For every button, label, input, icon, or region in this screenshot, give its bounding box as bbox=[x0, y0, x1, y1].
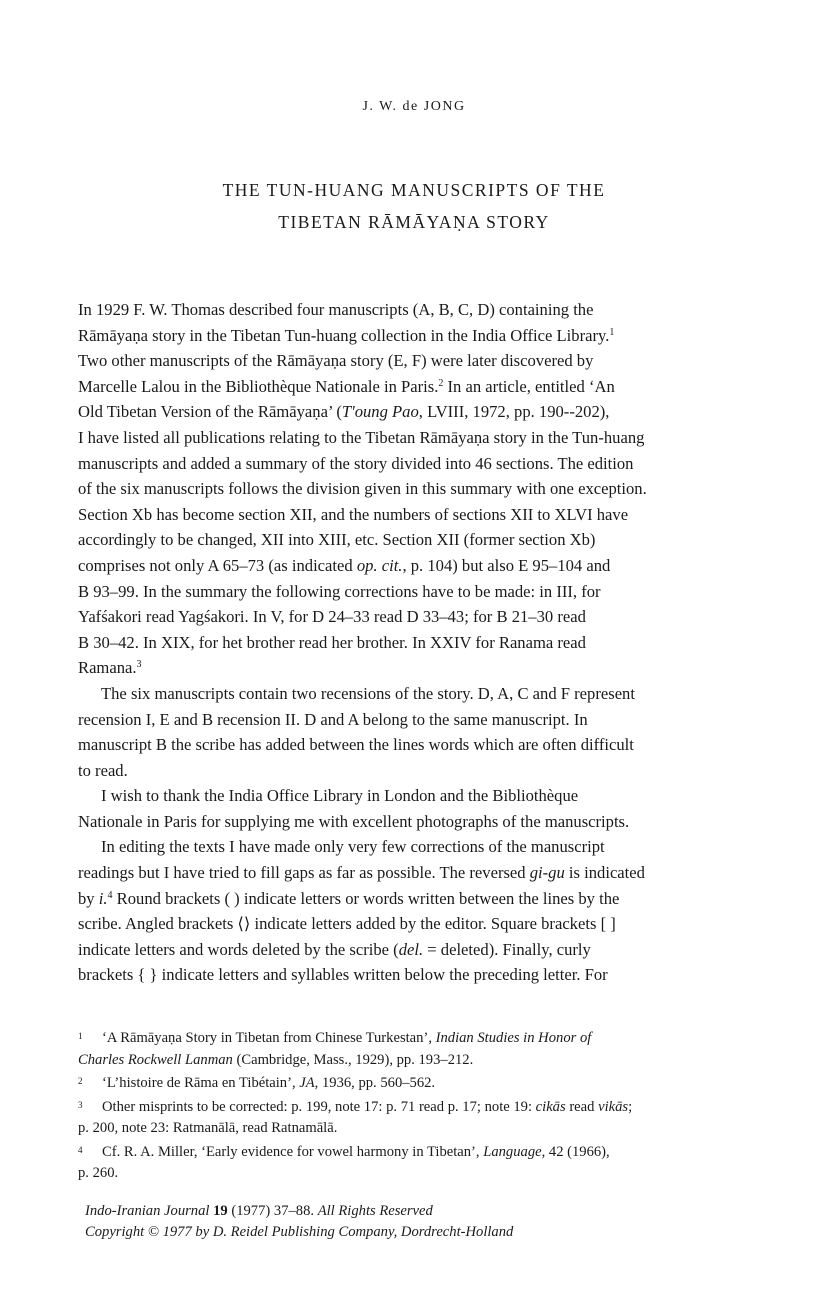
body-line: brackets { } indicate letters and syllables written below the preceding letter. For bbox=[78, 965, 608, 985]
body-line: Old Tibetan Version of the Rāmāyaṇa’ (T'oung Pao, LVIII, 1972, pp. 190--202), bbox=[78, 402, 610, 422]
footnote-1: 1 ‘A Rāmāyaṇa Story in Tibetan from Chinese Turkestan’, Indian Studies in Honor of bbox=[78, 1030, 592, 1046]
footnote-2: 2 ‘L’histoire de Rāma en Tibétain’, JA, 1936, pp. 560–562. bbox=[78, 1075, 436, 1091]
body-line: accordingly to be changed, XII into XIII, etc. Section XII (former section Xb) bbox=[78, 530, 596, 550]
footnote-ref[interactable]: 3 bbox=[136, 659, 142, 671]
article-title bbox=[0, 174, 828, 238]
body-line: indicate letters and words deleted by the scribe (del. = deleted). Finally, curly bbox=[78, 939, 591, 959]
body-line: manuscripts and added a summary of the story divided into 46 sections. The edition bbox=[78, 453, 634, 473]
body-line: In 1929 F. W. Thomas described four manuscripts (A, B, C, D) containing the bbox=[78, 300, 594, 319]
body-line: readings but I have tried to fill gaps as far as possible. The reversed gi-gu is indicated bbox=[78, 863, 645, 883]
body-line: by i.$^4$ Round brackets ( ) indicate letters or words written between the lines by the bbox=[78, 888, 620, 908]
body-line: Two other manuscripts of the Rāmāyaṇa story (E, F) were later discovered by bbox=[78, 351, 594, 371]
title-line-1: THE TUN-HUANG MANUSCRIPTS OF THE bbox=[222, 180, 606, 200]
body-line: scribe. Angled brackets ⟨⟩ indicate letters added by the editor. Square brackets [ ] bbox=[78, 914, 616, 934]
journal-citation: Indo-Iranian Journal 19 (1977) 37–88. All Rights Reserved bbox=[85, 1203, 433, 1219]
footnotes bbox=[78, 1026, 738, 1185]
body-line: to read. bbox=[78, 760, 128, 780]
title-line-2: TIBETAN RĀMĀYAṆA STORY bbox=[278, 212, 550, 232]
footnote-ref[interactable]: 2 bbox=[438, 377, 444, 389]
copyright-line: Copyright © 1977 by D. Reidel Publishing Company, Dordrecht-Holland bbox=[85, 1224, 514, 1240]
body-line: I wish to thank the India Office Library in London and the Bibliothèque bbox=[101, 786, 579, 806]
journal-footer bbox=[85, 1201, 745, 1243]
footnote-3: 3 Other misprints to be corrected: p. 199, note 17: p. 71 read p. 17; note 19: cikās read vikās; bbox=[78, 1098, 633, 1115]
body-line: Marcelle Lalou in the Bibliothèque Nationale in Paris.$^2$ In an article, entitled ‘An bbox=[78, 376, 615, 396]
body-line: of the six manuscripts follows the division given in this summary with one exception. bbox=[78, 479, 647, 499]
footnote-ref[interactable]: 1 bbox=[609, 326, 615, 338]
body-line: Nationale in Paris for supplying me with excellent photographs of the manuscripts. bbox=[78, 811, 630, 831]
footnote-1-cont: Charles Rockwell Lanman (Cambridge, Mass., 1929), pp. 193–212. bbox=[78, 1051, 474, 1068]
body-line: The six manuscripts contain two recensions of the story. D, A, C and F represent bbox=[101, 683, 635, 703]
body-line: Yafśakori read Yagśakori. In V, for D 24–33 read D 33–43; for B 21–30 read bbox=[78, 607, 586, 627]
article-body bbox=[78, 297, 728, 988]
footnote-3-cont: p. 200, note 23: Ratmanālā, read Ratnamālā. bbox=[78, 1120, 338, 1136]
body-line: B 30–42. In XIX, for het brother read her brother. In XXIV for Ranama read bbox=[78, 632, 586, 652]
body-line: Rāmāyaṇa story in the Tibetan Tun-huang collection in the India Office Library.$^1$ bbox=[78, 325, 615, 345]
footnote-4: 4 Cf. R. A. Miller, ‘Early evidence for vowel harmony in Tibetan’, Language, 42 (1966), bbox=[78, 1143, 610, 1160]
body-line: Ramana.$^3$ bbox=[78, 658, 142, 678]
body-line: recension I, E and B recension II. D and A belong to the same manuscript. In bbox=[78, 709, 588, 729]
body-line: comprises not only A 65–73 (as indicated op. cit., p. 104) but also E 95–104 and bbox=[78, 555, 611, 575]
body-line: I have listed all publications relating to the Tibetan Rāmāyaṇa story in the Tun-huang bbox=[78, 427, 645, 447]
body-line: In editing the texts I have made only very few corrections of the manuscript bbox=[101, 837, 605, 857]
body-line: B 93–99. In the summary the following corrections have to be made: in III, for bbox=[78, 581, 601, 601]
body-line: Section Xb has become section XII, and the numbers of sections XII to XLVI have bbox=[78, 504, 629, 524]
author-name: J. W. de JONG bbox=[362, 99, 466, 114]
footnote-ref[interactable]: 4 bbox=[107, 889, 113, 901]
body-line: manuscript B the scribe has added between the lines words which are often difficult bbox=[78, 735, 634, 755]
footnote-4-cont: p. 260. bbox=[78, 1165, 119, 1181]
